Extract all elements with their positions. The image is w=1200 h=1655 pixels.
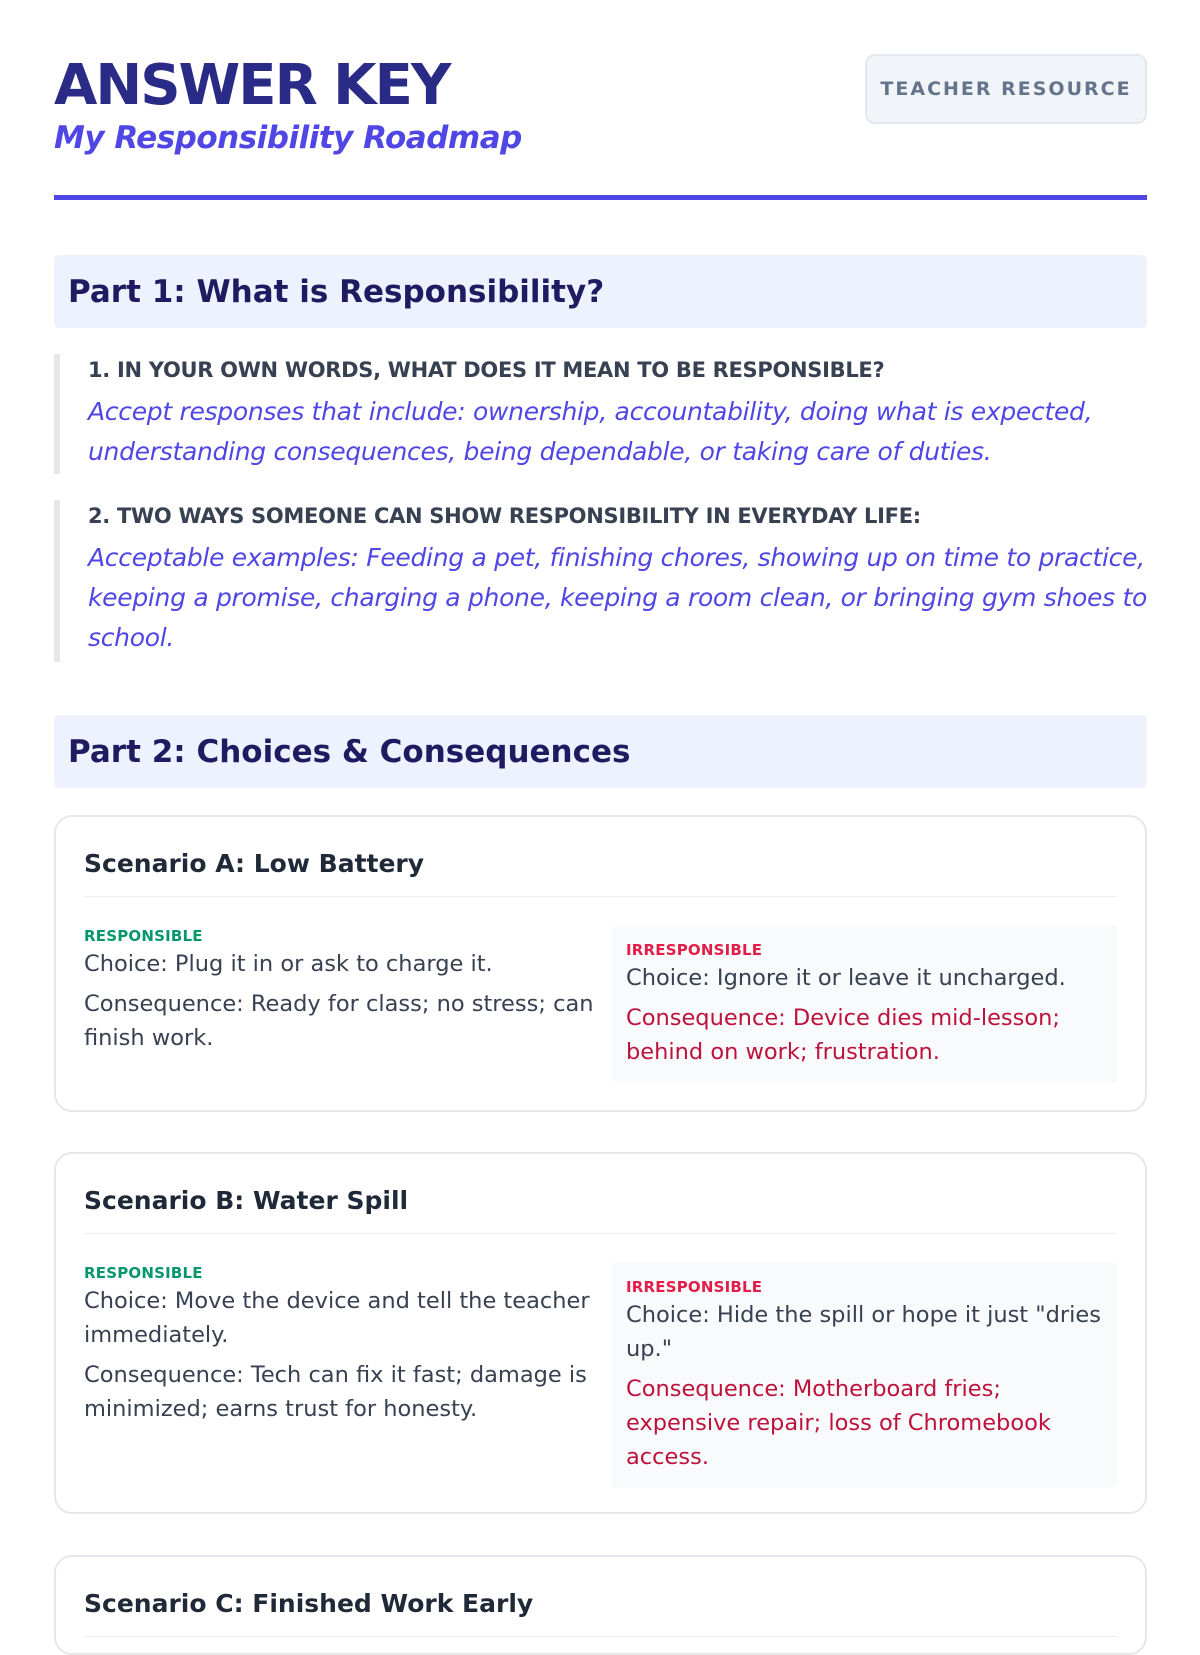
- question-1-block: [54, 354, 1147, 474]
- responsible-label: RESPONSIBLE: [84, 927, 203, 945]
- responsible-choice: Choice: Plug it in or ask to charge it.: [84, 951, 493, 977]
- irresponsible-choice: Choice: Ignore it or leave it uncharged.: [626, 965, 1066, 991]
- scenario-card-b: [54, 1152, 1147, 1514]
- scenario-card-a: [54, 815, 1147, 1112]
- irresponsible-label: IRRESPONSIBLE: [626, 941, 763, 959]
- responsible-column: [84, 925, 594, 1083]
- scenario-card-c: [54, 1555, 1147, 1655]
- responsible-consequence: Consequence: Tech can fix it fast; damage is minimized; earns trust for honesty.: [84, 1362, 587, 1422]
- answer-key-header: [54, 52, 1147, 200]
- irresponsible-column: [612, 925, 1117, 1083]
- page-subtitle: My Responsibility Roadmap: [54, 120, 522, 156]
- irresponsible-column: [612, 1262, 1117, 1488]
- question-1: 1. IN YOUR OWN WORDS, WHAT DOES IT MEAN TO BE RESPONSIBLE?: [88, 358, 885, 382]
- irresponsible-consequence: Consequence: Motherboard fries; expensive repair; loss of Chromebook access.: [626, 1376, 1051, 1470]
- answer-1: Accept responses that include: ownership, accountability, doing what is expected, understanding consequences, being dependable, or taking care of duties.: [88, 397, 1093, 466]
- part1-heading: Part 1: What is Responsibility?: [54, 255, 1147, 328]
- scenario-title: Scenario B: Water Spill: [84, 1154, 1117, 1234]
- question-2-block: [54, 500, 1147, 662]
- teacher-resource-badge: TEACHER RESOURCE: [865, 54, 1147, 124]
- responsible-column: [84, 1262, 594, 1488]
- responsible-consequence: Consequence: Ready for class; no stress; can finish work.: [84, 991, 594, 1051]
- page-title: ANSWER KEY: [54, 53, 450, 118]
- scenario-title: Scenario C: Finished Work Early: [84, 1557, 1117, 1637]
- scenario-title: Scenario A: Low Battery: [84, 817, 1117, 897]
- answer-2: Acceptable examples: Feeding a pet, finishing chores, showing up on time to practice, keeping a promise, charging a phone, keeping a room clean, or bringing gym shoes to school.: [88, 543, 1147, 652]
- irresponsible-choice: Choice: Hide the spill or hope it just "dries up.": [626, 1302, 1101, 1362]
- responsible-label: RESPONSIBLE: [84, 1264, 203, 1282]
- irresponsible-consequence: Consequence: Device dies mid-lesson; behind on work; frustration.: [626, 1005, 1060, 1065]
- responsible-choice: Choice: Move the device and tell the teacher immediately.: [84, 1288, 590, 1348]
- question-2: 2. TWO WAYS SOMEONE CAN SHOW RESPONSIBILITY IN EVERYDAY LIFE:: [88, 504, 921, 528]
- part2-heading: Part 2: Choices & Consequences: [54, 715, 1147, 788]
- irresponsible-label: IRRESPONSIBLE: [626, 1278, 763, 1296]
